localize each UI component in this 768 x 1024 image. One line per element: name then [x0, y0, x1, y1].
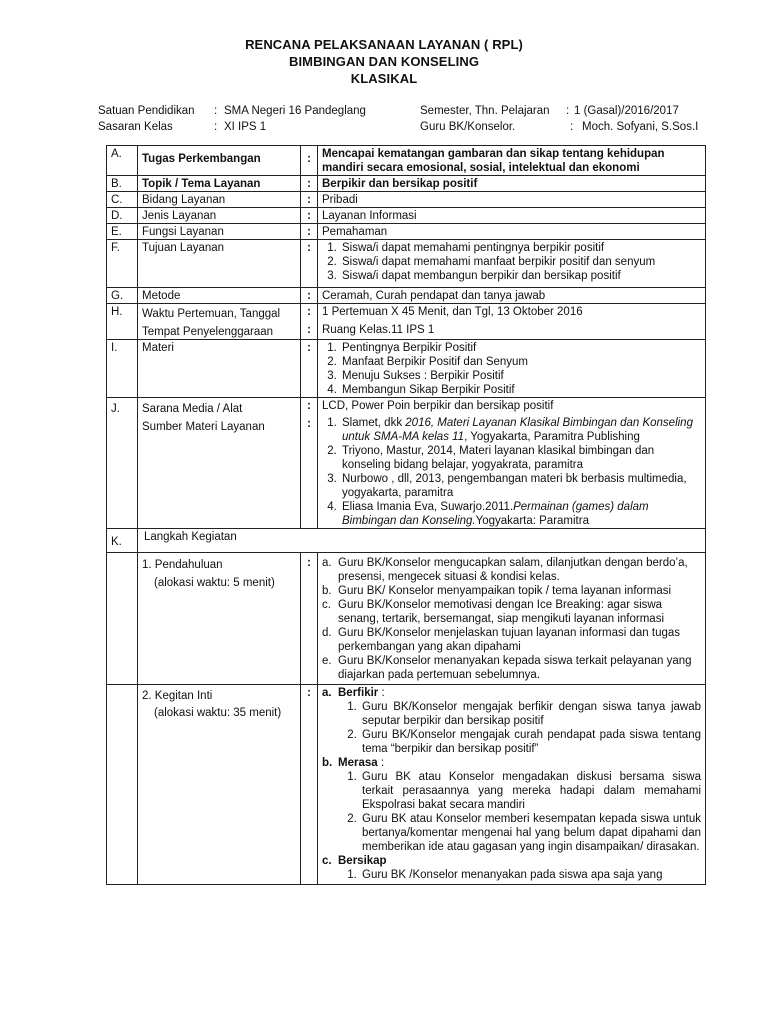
- row-f: [107, 240, 706, 288]
- colon: :: [307, 400, 311, 412]
- row-code: B.: [107, 176, 138, 192]
- row-label: Topik / Tema Layanan: [138, 176, 301, 192]
- item-mark: c.: [322, 855, 332, 867]
- list-item: [322, 686, 701, 756]
- text: Eliasa Imania Eva, Suwarjo.2011.: [342, 501, 514, 513]
- row-j: [107, 398, 706, 529]
- empty-cell: [107, 685, 138, 885]
- list-item: 3. Nurbowo , dll, 2013, pengembangan materi bk berbasis multimedia, yogyakarta, paramitra: [340, 472, 701, 500]
- tujuan-list: [322, 241, 701, 283]
- row-colon: :: [301, 288, 318, 304]
- colon: :: [307, 418, 311, 430]
- identity-block: [98, 104, 768, 136]
- pendahuluan-label: 1. Pendahuluan: [142, 559, 223, 571]
- item-text: Guru BK/Konselor menanyakan kepada siswa terkait pelayanan yang diajarkan pada pertemuan sebelumnya.: [338, 655, 692, 681]
- row-code: H.: [107, 304, 138, 340]
- materi-list: [322, 341, 701, 397]
- list-item: [322, 626, 701, 654]
- list-item: [322, 756, 701, 854]
- row-label: [138, 304, 301, 340]
- sasaran-value: XI IPS 1: [224, 121, 267, 133]
- berfikir-title: Berfikir: [338, 687, 379, 699]
- row-colon: :: [301, 685, 318, 885]
- guru-value: Moch. Sofyani, S.Sos.I: [582, 121, 699, 133]
- row-label: Bidang Layanan: [138, 192, 301, 208]
- guru-colon: :: [570, 121, 574, 133]
- item-text: Guru BK/Konselor menjelaskan tujuan layanan informasi dan tugas perkembangan yang akan dipahami: [338, 627, 681, 653]
- item-mark: b.: [322, 757, 333, 769]
- row-label: [138, 398, 301, 529]
- inti-label: 2. Kegitan Inti: [142, 690, 213, 702]
- list-item: 2. Guru BK atau Konselor memberi kesempatan kepada siswa untuk bertanya/komentar mengenai hal yang belum dapat dipahami dan memberikan ide atau gagasan yang ingin disampaikan/ dirasakan.: [360, 812, 701, 854]
- semester-label: Semester, Thn. Pelajaran: [420, 105, 550, 117]
- row-colon: [301, 304, 318, 340]
- row-colon: :: [301, 146, 318, 176]
- row-label: Fungsi Layanan: [138, 224, 301, 240]
- semester-colon: :: [566, 105, 570, 117]
- row-pendahuluan: [107, 553, 706, 685]
- row-colon: :: [301, 192, 318, 208]
- jenis-value: Layanan Informasi: [318, 208, 706, 224]
- langkah-label: Langkah Kegiatan: [138, 529, 706, 553]
- row-code: K.: [107, 529, 138, 553]
- row-code: D.: [107, 208, 138, 224]
- text: , Yogyakarta, Paramitra Publishing: [464, 431, 640, 443]
- sarana-label: Sarana Media / Alat: [142, 403, 243, 415]
- topik-value: Berpikir dan bersikap positif: [318, 176, 706, 192]
- row-c: [107, 192, 706, 208]
- row-label: Metode: [138, 288, 301, 304]
- tempat-value: Ruang Kelas.11 IPS 1: [322, 324, 435, 336]
- satuan-label: Satuan Pendidikan: [98, 105, 195, 117]
- list-item: 1. Pentingnya Berpikir Positif: [340, 341, 701, 355]
- item-text: Guru BK/Konselor mengucapkan salam, dilanjutkan dengan berdo’a, presensi, mengecek situasi & kondisi kelas.: [338, 557, 688, 583]
- satuan-value: SMA Negeri 16 Pandeglang: [224, 105, 366, 117]
- row-label: Tugas Perkembangan: [138, 146, 301, 176]
- row-code: G.: [107, 288, 138, 304]
- row-b: [107, 176, 706, 192]
- pendahuluan-label-cell: [138, 553, 301, 685]
- waktu-cell: [318, 304, 706, 340]
- list-item: 1. Guru BK/Konselor mengajak berfikir dengan siswa tanya jawab seputar berpikir dan bersikap positif: [360, 700, 701, 728]
- list-item: 2. Manfaat Berpikir Positif dan Senyum: [340, 355, 701, 369]
- list-item: 2. Guru BK/Konselor mengajak curah pendapat pada siswa tentang tema “berpikir dan bersikap positif”: [360, 728, 701, 756]
- list-item: [322, 854, 701, 882]
- row-a: [107, 146, 706, 176]
- bersikap-title: Bersikap: [338, 855, 387, 867]
- document-title-block: [0, 36, 768, 87]
- sasaran-colon: :: [214, 121, 218, 133]
- berfikir-list: [322, 700, 701, 756]
- text: Yogyakarta: Paramitra: [475, 515, 589, 527]
- merasa-colon: :: [377, 757, 385, 769]
- item-mark: a.: [322, 687, 332, 699]
- tujuan-list-cell: [318, 240, 706, 288]
- row-label: Jenis Layanan: [138, 208, 301, 224]
- row-colon: :: [301, 340, 318, 398]
- rpl-table: [106, 145, 706, 885]
- sumber-label: Sumber Materi Layanan: [142, 421, 265, 433]
- tugas-perkembangan-value: Mencapai kematangan gambaran dan sikap tentang kehidupan mandiri secara emosional, sosial, intelektual dan ekonomi: [318, 146, 706, 176]
- item-mark: c.: [322, 599, 331, 611]
- row-code: F.: [107, 240, 138, 288]
- list-item: [340, 500, 701, 528]
- row-k: [107, 529, 706, 553]
- row-colon: :: [301, 176, 318, 192]
- item-mark: a.: [322, 557, 332, 569]
- waktu-value: 1 Pertemuan X 45 Menit, dan Tgl, 13 Oktober 2016: [322, 306, 583, 318]
- row-code: I.: [107, 340, 138, 398]
- list-item: [322, 598, 701, 626]
- row-e: [107, 224, 706, 240]
- merasa-list: [322, 770, 701, 854]
- list-item: [322, 556, 701, 584]
- bersikap-list: [322, 868, 701, 882]
- text: 2016, Materi Layanan Klasikal Bimbingan dan Konseling untuk SMA-MA kelas 11: [342, 417, 693, 443]
- row-d: [107, 208, 706, 224]
- merasa-title: Merasa: [338, 757, 378, 769]
- row-colon: :: [301, 208, 318, 224]
- item-mark: d.: [322, 627, 332, 639]
- colon: :: [307, 306, 311, 318]
- materi-cell: [318, 340, 706, 398]
- inti-label-cell: [138, 685, 301, 885]
- list-item: 3. Menuju Sukses : Berpikir Positif: [340, 369, 701, 383]
- pendahuluan-list: [322, 556, 701, 682]
- row-code: J.: [107, 398, 138, 529]
- row-colon: :: [301, 224, 318, 240]
- inti-cell: [318, 685, 706, 885]
- tempat-label: Tempat Penyelenggaraan: [142, 326, 274, 338]
- pendahuluan-time: (alokasi waktu: 5 menit): [154, 577, 275, 589]
- row-colon: :: [301, 553, 318, 685]
- item-text: Guru BK/Konselor memotivasi dengan Ice Breaking: agar siswa senang, tertarik, bersemangat, siap mengikuti layanan informasi: [338, 599, 665, 625]
- list-item: [340, 416, 701, 444]
- sasaran-label: Sasaran Kelas: [98, 121, 173, 133]
- title-klasikal: KLASIKAL: [350, 71, 418, 86]
- list-item: [322, 654, 701, 682]
- inti-time: (alokasi waktu: 35 menit): [154, 707, 282, 719]
- row-g: [107, 288, 706, 304]
- item-mark: e.: [322, 655, 332, 667]
- fungsi-value: Pemahaman: [318, 224, 706, 240]
- row-label: Tujuan Layanan: [138, 240, 301, 288]
- pendahuluan-cell: [318, 553, 706, 685]
- title-bk: BIMBINGAN DAN KONSELING: [288, 54, 480, 69]
- guru-label: Guru BK/Konselor.: [420, 121, 516, 133]
- semester-value: 1 (Gasal)/2016/2017: [574, 105, 679, 117]
- row-colon: :: [301, 240, 318, 288]
- list-item: 1. Guru BK atau Konselor mengadakan diskusi bersama siswa terkait perasaannya yang mereka hadapi dalam memahami Ekspolrasi bakat secara mandiri: [360, 770, 701, 812]
- sarana-cell: [318, 398, 706, 529]
- colon: :: [307, 324, 311, 336]
- row-code: A.: [107, 146, 138, 176]
- list-item: 1. Guru BK /Konselor menanyakan pada siswa apa saja yang: [360, 868, 701, 882]
- item-mark: b.: [322, 585, 332, 597]
- sarana-value: LCD, Power Poin berpikir dan bersikap positif: [322, 400, 554, 412]
- item-text: Guru BK/ Konselor menyampaikan topik / tema layanan informasi: [338, 585, 672, 597]
- row-code: E.: [107, 224, 138, 240]
- list-item: 2. Siswa/i dapat memahami manfaat berpikir positif dan senyum: [340, 255, 701, 269]
- title-rpl: RENCANA PELAKSANAAN LAYANAN ( RPL): [245, 37, 523, 52]
- row-h: [107, 304, 706, 340]
- row-colon: [301, 398, 318, 529]
- bidang-value: Pribadi: [318, 192, 706, 208]
- text: Permainan (games) dalam Bimbingan dan Konseling.: [342, 501, 649, 527]
- row-inti: [107, 685, 706, 885]
- list-item: 1. Siswa/i dapat memahami pentingnya berpikir positif: [340, 241, 701, 255]
- row-i: [107, 340, 706, 398]
- list-item: [322, 584, 701, 598]
- berfikir-colon: :: [378, 687, 385, 699]
- waktu-label: Waktu Pertemuan, Tanggal: [142, 308, 281, 320]
- empty-cell: [107, 553, 138, 685]
- satuan-colon: :: [214, 105, 218, 117]
- list-item: 3. Siswa/i dapat membangun berpikir dan bersikap positif: [340, 269, 701, 283]
- text: Slamet, dkk: [342, 417, 406, 429]
- sumber-list: [322, 416, 701, 528]
- list-item: 4. Membangun Sikap Berpikir Positif: [340, 383, 701, 397]
- metode-value: Ceramah, Curah pendapat dan tanya jawab: [318, 288, 706, 304]
- row-code: C.: [107, 192, 138, 208]
- list-item: 2. Triyono, Mastur, 2014, Materi layanan klasikal bimbingan dan konseling bidang belajar, yogyakrata, paramitra: [340, 444, 701, 472]
- row-label: Materi: [138, 340, 301, 398]
- inti-list: [322, 686, 701, 882]
